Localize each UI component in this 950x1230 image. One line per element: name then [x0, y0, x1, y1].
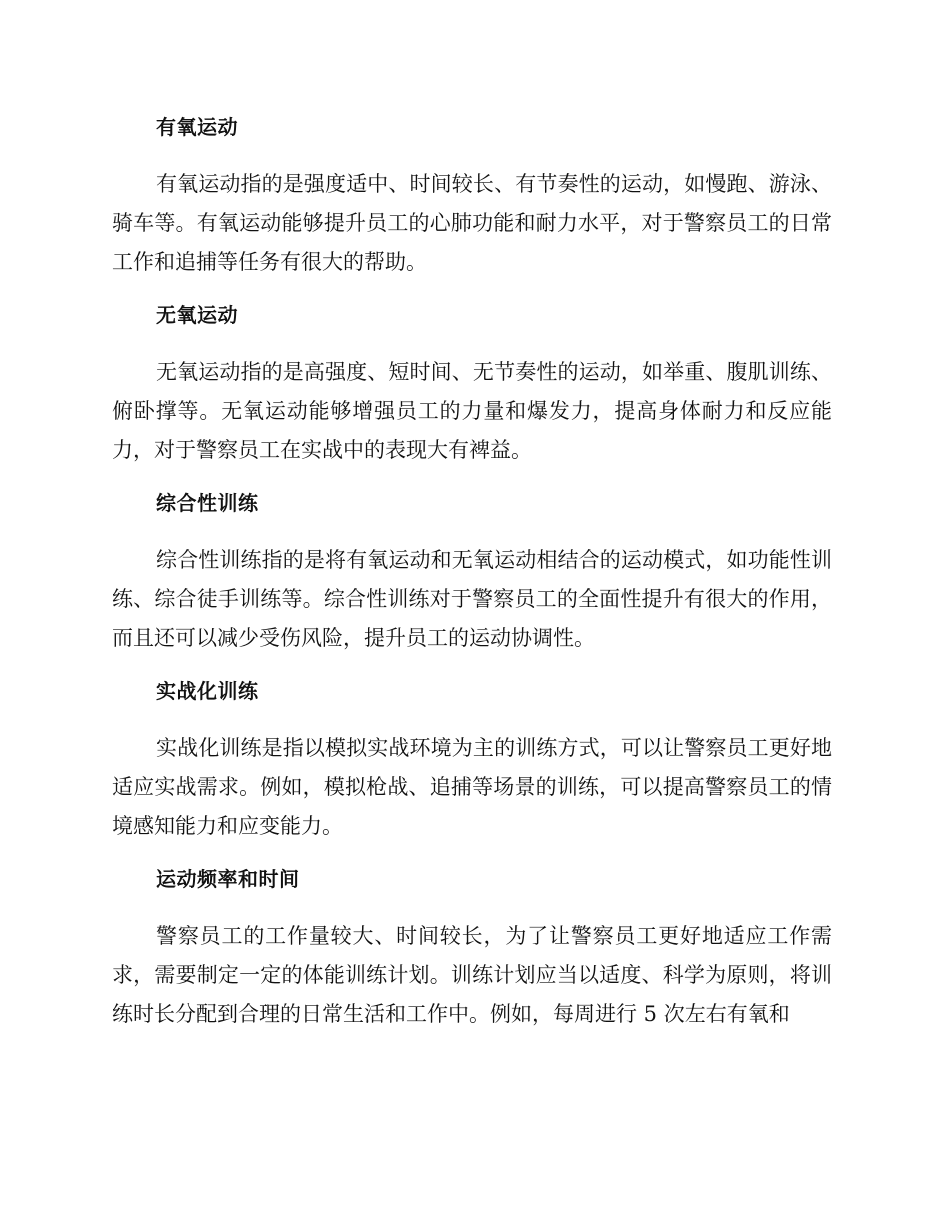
section-paragraph: 无氧运动指的是高强度、短时间、无节奏性的运动，如举重、腹肌训练、俯卧撑等。无氧运动能够增强员工的力量和爆发力，提高身体耐力和反应能力，对于警察员工在实战中的表现大有裨益。 [112, 360, 832, 462]
section-heading: 实战化训练 [156, 679, 259, 703]
section-heading: 无氧运动 [156, 303, 238, 327]
section-paragraph: 有氧运动指的是强度适中、时间较长、有节奏性的运动，如慢跑、游泳、骑车等。有氧运动能够提升员工的心肺功能和耐力水平，对于警察员工的日常工作和追捕等任务有很大的帮助。 [112, 172, 832, 274]
section-aerobic [112, 112, 832, 282]
section-heading: 运动频率和时间 [156, 867, 300, 891]
section-practical [112, 676, 832, 846]
section-comprehensive [112, 488, 832, 658]
section-heading: 综合性训练 [156, 491, 259, 515]
section-heading: 有氧运动 [156, 115, 238, 139]
section-paragraph: 综合性训练指的是将有氧运动和无氧运动相结合的运动模式，如功能性训练、综合徒手训练等。综合性训练对于警察员工的全面性提升有很大的作用，而且还可以减少受伤风险，提升员工的运动协调性。 [112, 548, 832, 650]
section-paragraph: 警察员工的工作量较大、时间较长，为了让警察员工更好地适应工作需求，需要制定一定的体能训练计划。训练计划应当以适度、科学为原则，将训练时长分配到合理的日常生活和工作中。例如，每周进行 5 次左右有氧和 [112, 924, 832, 1026]
section-frequency [112, 864, 832, 1034]
document-page [112, 112, 832, 1052]
section-anaerobic [112, 300, 832, 470]
section-paragraph: 实战化训练是指以模拟实战环境为主的训练方式，可以让警察员工更好地适应实战需求。例如，模拟枪战、追捕等场景的训练，可以提高警察员工的情境感知能力和应变能力。 [112, 736, 832, 838]
